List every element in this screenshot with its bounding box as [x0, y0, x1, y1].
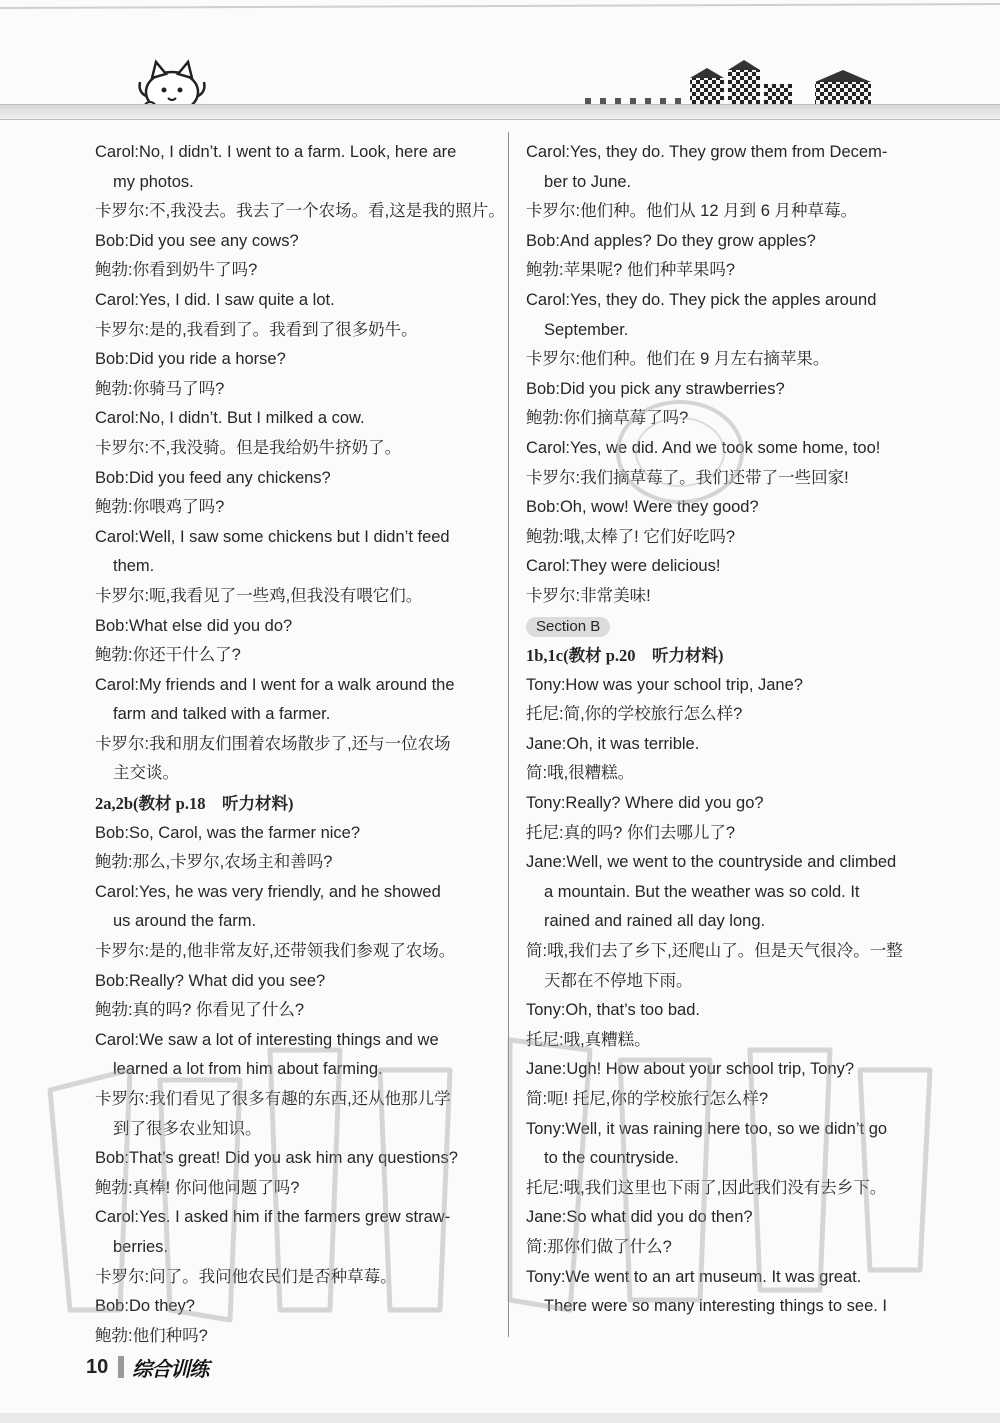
dialogue-line: Carol:Yes, I did. I saw quite a lot. — [95, 290, 335, 309]
dialogue-line: 鲍勃:你还干什么了? — [95, 646, 241, 665]
dialogue-line: 卡罗尔:是的,我看到了。我看到了很多奶牛。 — [95, 320, 418, 339]
dialogue-line: 卡罗尔:非常美味! — [526, 586, 651, 605]
dialogue-line: 简:呃! 托尼,你的学校旅行怎么样? — [526, 1090, 769, 1108]
dialogue-line: 简:那你们做了什么? — [526, 1237, 672, 1256]
dialogue-line: 鲍勃:那么,卡罗尔,农场主和善吗? — [95, 853, 333, 872]
checkered-buildings-icon — [585, 60, 871, 104]
dialogue-line: 托尼:简,你的学校旅行怎么样? — [526, 705, 743, 724]
dialogue-line: 托尼:哦,我们这里也下雨了,因此我们没有去乡下。 — [526, 1178, 887, 1197]
dialogue-line: 简:哦,很糟糕。 — [526, 764, 635, 783]
dialogue-line: 鲍勃:苹果呢? 他们种苹果吗? — [526, 261, 736, 280]
dialogue-line: 鲍勃:他们种吗? — [95, 1326, 208, 1345]
dialogue-line: 卡罗尔:不,我没去。我去了一个农场。看,这是我的照片。 — [95, 202, 505, 221]
dialogue-line: Jane:So what did you do then? — [526, 1208, 753, 1227]
dialogue-line: Jane:Oh, it was terrible. — [526, 734, 700, 753]
dialogue-line: Bob:Did you see any cows? — [95, 231, 299, 250]
dialogue-line: 卡罗尔:我们看见了很多有趣的东西,还从他那儿学 — [95, 1090, 451, 1108]
dialogue-line: Carol:We saw a lot of interesting things and we — [95, 1030, 439, 1049]
dialogue-line: 鲍勃:你看到奶牛了吗? — [95, 261, 258, 280]
column-divider — [508, 132, 509, 1337]
dialogue-line: There were so many interesting things to see. I — [544, 1297, 888, 1316]
dialogue-line: Carol:No, I didn’t. I went to a farm. Look, here are — [95, 143, 457, 161]
dialogue-line: Carol:No, I didn’t. But I milked a cow. — [95, 409, 365, 428]
dialogue-line: 鲍勃:哦,太棒了! 它们好吃吗? — [526, 527, 736, 546]
dialogue-line: Carol:Yes. I asked him if the farmers grew straw- — [95, 1208, 451, 1227]
dialogue-line: Bob:So, Carol, was the farmer nice? — [95, 823, 361, 842]
dialogue-line: 卡罗尔:不,我没骑。但是我给奶牛挤奶了。 — [95, 438, 402, 457]
dialogue-line: berries. — [113, 1237, 169, 1256]
dialogue-line: Bob:Did you feed any chickens? — [95, 468, 331, 487]
dialogue-line: Bob:And apples? Do they grow apples? — [526, 231, 816, 250]
dialogue-line: farm and talked with a farmer. — [113, 705, 331, 724]
dialogue-line: Carol:My friends and I went for a walk around the — [95, 675, 455, 694]
section-subheading: 2a,2b(教材 p.18 听力材料) — [95, 794, 294, 814]
left-column — [95, 138, 505, 1351]
dialogue-line: 鲍勃:你喂鸡了吗? — [95, 498, 225, 517]
dialogue-line: 托尼:真的吗? 你们去哪儿了? — [526, 823, 736, 842]
header-band — [0, 104, 1000, 120]
dialogue-line: 托尼:哦,真糟糕。 — [526, 1030, 651, 1049]
dialogue-line: Carol:Yes, they do. They pick the apples around — [526, 290, 877, 309]
dialogue-line: them. — [113, 557, 155, 576]
dialogue-line: 卡罗尔:我们摘草莓了。我们还带了一些回家! — [526, 468, 849, 487]
page-footer — [86, 1352, 208, 1382]
dialogue-line: Jane:Well, we went to the countryside and climbed — [526, 853, 897, 872]
dialogue-line: rained and rained all day long. — [544, 912, 766, 931]
dialogue-line: us around the farm. — [113, 912, 257, 931]
dialogue-line: Bob:Really? What did you see? — [95, 971, 326, 990]
dialogue-line: 主交谈。 — [113, 764, 179, 783]
dialogue-line: Tony:Well, it was raining here too, so we didn’t go — [526, 1119, 888, 1138]
dialogue-line: Jane:Ugh! How about your school trip, Tony? — [526, 1060, 855, 1079]
dialogue-line: 卡罗尔:他们种。他们从 12 月到 6 月种草莓。 — [526, 202, 857, 221]
dialogue-line: 鲍勃:你们摘草莓了吗? — [526, 409, 689, 428]
dialogue-line: Bob:Do they? — [95, 1297, 195, 1316]
dialogue-line: Tony:Oh, that’s too bad. — [526, 1001, 700, 1020]
dialogue-line: 鲍勃:真棒! 你问他问题了吗? — [95, 1178, 300, 1197]
dialogue-line: Bob:Did you ride a horse? — [95, 350, 286, 369]
dialogue-line: 卡罗尔:他们种。他们在 9 月左右摘苹果。 — [526, 350, 830, 369]
dialogue-line: learned a lot from him about farming. — [113, 1060, 383, 1079]
section-badge: Section B — [526, 617, 610, 637]
dialogue-line: Bob:What else did you do? — [95, 616, 293, 635]
bottom-strip — [0, 1413, 1000, 1423]
dialogue-line: Bob:Oh, wow! Were they good? — [526, 498, 759, 517]
dialogue-line: Carol:Well, I saw some chickens but I didn’t feed — [95, 527, 450, 546]
right-column-dialogue — [526, 138, 926, 612]
dialogue-line: 卡罗尔:问了。我问他农民们是否种草莓。 — [95, 1267, 397, 1286]
dialogue-line: my photos. — [113, 172, 194, 191]
dialogue-line: 到了很多农业知识。 — [113, 1119, 262, 1138]
dialogue-line: Carol:They were delicious! — [526, 557, 721, 576]
dialogue-line: a mountain. But the weather was so cold. It — [544, 882, 860, 901]
dialogue-line: Bob:That’s great! Did you ask him any questions? — [95, 1149, 458, 1168]
dialogue-line: Carol:Yes, we did. And we took some home, too! — [526, 438, 881, 457]
footer-bar — [118, 1356, 124, 1378]
dialogue-line: Carol:Yes, they do. They grow them from Decem- — [526, 143, 888, 161]
dialogue-line: Tony:Really? Where did you go? — [526, 794, 764, 813]
right-column — [526, 138, 926, 1322]
dialogue-line: 卡罗尔:我和朋友们围着农场散步了,还与一位农场 — [95, 734, 451, 753]
footer-logo: 综合训练 — [132, 1358, 209, 1381]
dialogue-line: 鲍勃:真的吗? 你看见了什么? — [95, 1001, 305, 1020]
dialogue-line: Carol:Yes, he was very friendly, and he showed — [95, 882, 441, 901]
dialogue-line: Bob:Did you pick any strawberries? — [526, 379, 785, 398]
dialogue-line: 鲍勃:你骑马了吗? — [95, 379, 225, 398]
dialogue-line: 卡罗尔:是的,他非常友好,还带领我们参观了农场。 — [95, 942, 456, 961]
dialogue-line: 简:哦,我们去了乡下,还爬山了。但是天气很冷。一整 — [526, 942, 903, 961]
dialogue-line: Tony:How was your school trip, Jane? — [526, 675, 803, 694]
right-column-section-b — [526, 641, 926, 1322]
page-number: 10 — [86, 1355, 109, 1378]
page-header — [0, 0, 1000, 140]
dialogue-line: ber to June. — [544, 172, 632, 191]
section-subheading: 1b,1c(教材 p.20 听力材料) — [526, 646, 724, 666]
dialogue-line: 卡罗尔:呃,我看见了一些鸡,但我没有喂它们。 — [95, 586, 423, 605]
dialogue-line: 天都在不停地下雨。 — [544, 971, 693, 990]
section-heading — [526, 612, 926, 642]
dialogue-line: Tony:We went to an art museum. It was great. — [526, 1267, 862, 1286]
dialogue-line: September. — [544, 320, 629, 339]
dialogue-line: to the countryside. — [544, 1149, 679, 1168]
